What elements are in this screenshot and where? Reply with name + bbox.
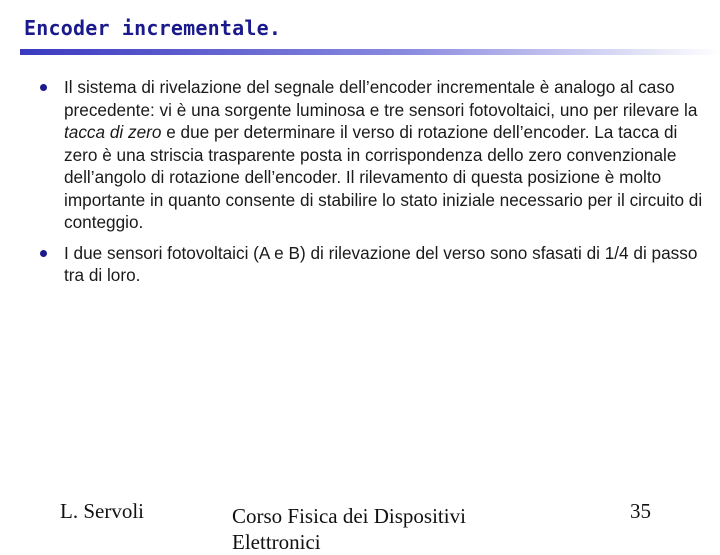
bullet-1-text-start: Il sistema di rivelazione del segnale dell’encoder incrementale è analogo al caso precedente: vi è una sorgente luminosa e tre sensori fotovoltaici, uno per rilevare la: [64, 77, 698, 120]
slide-title: Encoder incrementale.: [24, 16, 282, 40]
slide-body: [38, 76, 708, 295]
bullet-dot-icon: [40, 84, 47, 91]
bullet-1-italic-term: tacca di zero: [64, 122, 162, 142]
footer-page-number: 35: [630, 499, 651, 523]
title-underline-rule: [20, 49, 720, 55]
bullet-1-text-end: e due per determinare il verso di rotazione dell’encoder. La tacca di zero è una striscia trasparente posta in corrispondenza dello zero convenzionale dell’angolo di rotazione dell’encoder. Il rilevamento di questa posizione è molto importante in quanto consente di stabilire lo stato iniziale necessario per il circuito di conteggio.: [64, 122, 703, 232]
bullet-2-text: I due sensori fotovoltaici (A e B) di rilevazione del verso sono sfasati di 1/4 di passo tra di loro.: [64, 242, 698, 285]
bullet-item-1: [38, 76, 708, 234]
bullet-dot-icon: [40, 250, 47, 257]
bullet-item-2: [38, 242, 708, 287]
footer-author: L. Servoli: [60, 499, 144, 523]
footer-course-title: Corso Fisica dei Dispositivi Elettronici: [232, 504, 466, 554]
